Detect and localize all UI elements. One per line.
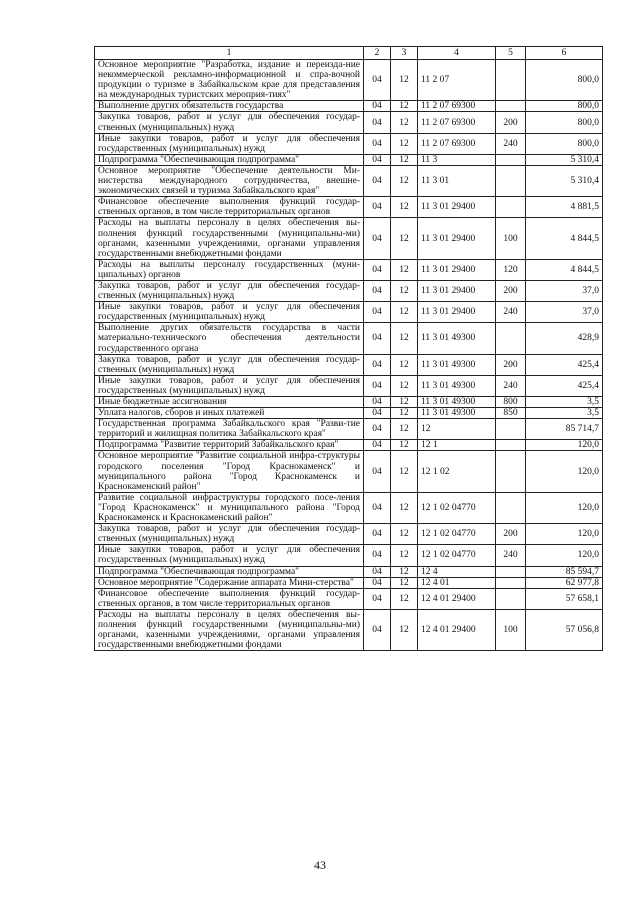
row-section-cell: 04	[364, 609, 391, 650]
row-expense-type-cell: 240	[496, 545, 526, 566]
table-row	[95, 354, 603, 375]
row-section-cell: 04	[364, 154, 391, 165]
table-row	[95, 545, 603, 566]
table-row	[95, 112, 603, 133]
row-target-article-cell: 12 4 01	[418, 577, 496, 588]
row-target-article-cell: 12 1 02 04770	[418, 524, 496, 545]
table-header-row	[95, 47, 603, 60]
row-amount-cell: 4 844,5	[526, 259, 603, 280]
row-subsection-cell: 12	[391, 408, 418, 419]
row-subsection-cell: 12	[391, 566, 418, 577]
row-section-cell: 04	[364, 101, 391, 112]
row-name-cell: Иные закупки товаров, работ и услуг для обеспечения государственных (муниципальных) нужд	[95, 545, 364, 566]
row-subsection-cell: 12	[391, 492, 418, 523]
row-expense-type-cell	[496, 323, 526, 354]
row-subsection-cell: 12	[391, 280, 418, 301]
row-amount-cell: 120,0	[526, 492, 603, 523]
row-target-article-cell: 11 3 01 29400	[418, 280, 496, 301]
row-name-cell: Уплата налогов, сборов и иных платежей	[95, 408, 364, 419]
row-name-cell: Иные бюджетные ассигнования	[95, 397, 364, 408]
row-target-article-cell: 11 3 01 49300	[418, 397, 496, 408]
table-body	[95, 60, 603, 651]
table-row	[95, 492, 603, 523]
row-name-cell: Закупка товаров, работ и услуг для обеспечения государ-ственных (муниципальных) нужд	[95, 280, 364, 301]
row-name-cell: Расходы на выплаты персоналу в целях обеспечения вы-полнения функций государственными (муниципальны-ми) органами, казенными учреждениями, органами управления государственными внебюджетными фондами	[95, 609, 364, 650]
row-amount-cell: 3,5	[526, 408, 603, 419]
table-row	[95, 154, 603, 165]
row-section-cell: 04	[364, 323, 391, 354]
table-row	[95, 609, 603, 650]
table-row	[95, 524, 603, 545]
row-expense-type-cell	[496, 197, 526, 218]
header-col-6: 6	[526, 47, 603, 60]
table-row	[95, 588, 603, 609]
row-name-cell: Развитие социальной инфраструктуры городского посе-ления "Город Краснокаменск" и муниципального района "Город Краснокаменск и Краснокаменский район"	[95, 492, 364, 523]
row-expense-type-cell	[496, 492, 526, 523]
row-subsection-cell: 12	[391, 60, 418, 101]
header-col-4: 4	[418, 47, 496, 60]
row-expense-type-cell: 240	[496, 302, 526, 323]
row-section-cell: 04	[364, 419, 391, 440]
row-section-cell: 04	[364, 259, 391, 280]
header-col-2: 2	[364, 47, 391, 60]
row-amount-cell: 425,4	[526, 354, 603, 375]
row-expense-type-cell	[496, 577, 526, 588]
row-name-cell: Подпрограмма "Обеспечивающая подпрограмма"	[95, 154, 364, 165]
row-target-article-cell: 12 4	[418, 566, 496, 577]
row-name-cell: Основное мероприятие "Развитие социальной инфра-структуры городского поселения "Город Краснокаменск" и муниципального района "Город Краснокаменск и Краснокаменский район"	[95, 451, 364, 492]
table-row	[95, 101, 603, 112]
row-expense-type-cell	[496, 419, 526, 440]
row-subsection-cell: 12	[391, 259, 418, 280]
row-amount-cell: 425,4	[526, 375, 603, 396]
table-row	[95, 440, 603, 451]
row-section-cell: 04	[364, 280, 391, 301]
row-expense-type-cell: 800	[496, 397, 526, 408]
row-name-cell: Основное мероприятие "Содержание аппарата Мини-стерства"	[95, 577, 364, 588]
row-subsection-cell: 12	[391, 609, 418, 650]
row-target-article-cell: 11 2 07 69300	[418, 101, 496, 112]
row-target-article-cell: 12 4 01 29400	[418, 609, 496, 650]
row-target-article-cell: 11 3 01 29400	[418, 197, 496, 218]
row-subsection-cell: 12	[391, 524, 418, 545]
row-target-article-cell: 11 2 07	[418, 60, 496, 101]
row-subsection-cell: 12	[391, 323, 418, 354]
row-target-article-cell: 12 4 01 29400	[418, 588, 496, 609]
table-row	[95, 259, 603, 280]
row-section-cell: 04	[364, 451, 391, 492]
row-name-cell: Расходы на выплаты персоналу в целях обеспечения вы-полнения функций государственными (муниципальны-ми) органами, казенными учреждениями, органами управления государственными внебюджетными фондами	[95, 218, 364, 259]
table-row	[95, 408, 603, 419]
row-name-cell: Закупка товаров, работ и услуг для обеспечения государ-ственных (муниципальных) нужд	[95, 354, 364, 375]
row-target-article-cell: 11 3 01	[418, 165, 496, 196]
row-name-cell: Финансовое обеспечение выполнения функций государ-ственных органов, в том числе территориальных органов	[95, 588, 364, 609]
table-row	[95, 60, 603, 101]
row-name-cell: Иные закупки товаров, работ и услуг для обеспечения государственных (муниципальных) нужд	[95, 302, 364, 323]
row-expense-type-cell	[496, 101, 526, 112]
table-row	[95, 566, 603, 577]
row-expense-type-cell: 240	[496, 133, 526, 154]
row-expense-type-cell: 100	[496, 218, 526, 259]
row-subsection-cell: 12	[391, 545, 418, 566]
row-name-cell: Выполнение других обязательств государства в части материально-технического обеспечения деятельности государственного органа	[95, 323, 364, 354]
budget-table	[94, 46, 603, 651]
row-amount-cell: 85 714,7	[526, 419, 603, 440]
row-expense-type-cell	[496, 154, 526, 165]
row-target-article-cell: 11 2 07 69300	[418, 133, 496, 154]
row-target-article-cell: 11 3 01 29400	[418, 218, 496, 259]
row-subsection-cell: 12	[391, 354, 418, 375]
row-amount-cell: 4 881,5	[526, 197, 603, 218]
row-amount-cell: 800,0	[526, 101, 603, 112]
row-name-cell: Подпрограмма "Развитие территорий Забайкальского края"	[95, 440, 364, 451]
table-row	[95, 451, 603, 492]
row-name-cell: Закупка товаров, работ и услуг для обеспечения государ-ственных (муниципальных) нужд	[95, 524, 364, 545]
row-section-cell: 04	[364, 524, 391, 545]
row-section-cell: 04	[364, 112, 391, 133]
row-expense-type-cell: 120	[496, 259, 526, 280]
row-expense-type-cell	[496, 451, 526, 492]
row-amount-cell: 37,0	[526, 280, 603, 301]
row-name-cell: Государственная программа Забайкальского края "Разви-тие территорий и жилищная политика Забайкальского края"	[95, 419, 364, 440]
row-amount-cell: 800,0	[526, 60, 603, 101]
row-name-cell: Подпрограмма "Обеспечивающая подпрограмма"	[95, 566, 364, 577]
row-subsection-cell: 12	[391, 588, 418, 609]
row-subsection-cell: 12	[391, 154, 418, 165]
row-section-cell: 04	[364, 588, 391, 609]
row-target-article-cell: 11 3 01 49300	[418, 354, 496, 375]
table-row	[95, 218, 603, 259]
row-subsection-cell: 12	[391, 101, 418, 112]
row-amount-cell: 37,0	[526, 302, 603, 323]
row-name-cell: Иные закупки товаров, работ и услуг для обеспечения государственных (муниципальных) нужд	[95, 133, 364, 154]
row-section-cell: 04	[364, 165, 391, 196]
table-row	[95, 375, 603, 396]
row-name-cell: Закупка товаров, работ и услуг для обеспечения государ-ственных (муниципальных) нужд	[95, 112, 364, 133]
row-amount-cell: 120,0	[526, 451, 603, 492]
header-col-5: 5	[496, 47, 526, 60]
row-section-cell: 04	[364, 440, 391, 451]
row-name-cell: Выполнение других обязательств государства	[95, 101, 364, 112]
table-row	[95, 419, 603, 440]
table-row	[95, 397, 603, 408]
row-amount-cell: 800,0	[526, 112, 603, 133]
table-row	[95, 577, 603, 588]
row-subsection-cell: 12	[391, 451, 418, 492]
row-amount-cell: 800,0	[526, 133, 603, 154]
row-section-cell: 04	[364, 545, 391, 566]
row-section-cell: 04	[364, 577, 391, 588]
row-amount-cell: 428,9	[526, 323, 603, 354]
row-subsection-cell: 12	[391, 165, 418, 196]
row-subsection-cell: 12	[391, 112, 418, 133]
table-row	[95, 197, 603, 218]
row-target-article-cell: 12 1 02	[418, 451, 496, 492]
row-amount-cell: 3,5	[526, 397, 603, 408]
row-name-cell: Финансовое обеспечение выполнения функций государ-ственных органов, в том числе территориальных органов	[95, 197, 364, 218]
row-target-article-cell: 11 3 01 49300	[418, 408, 496, 419]
row-section-cell: 04	[364, 302, 391, 323]
page-number: 43	[314, 858, 326, 872]
row-amount-cell: 120,0	[526, 440, 603, 451]
row-subsection-cell: 12	[391, 419, 418, 440]
row-expense-type-cell: 240	[496, 375, 526, 396]
row-name-cell: Основное мероприятие "Разработка, издание и переизда-ние некоммерческой рекламно-информационной и спра-вочной продукции о туризме в Забайкальском крае для представления на международных туристских мероприя-тиях"	[95, 60, 364, 101]
row-amount-cell: 57 056,8	[526, 609, 603, 650]
row-amount-cell: 120,0	[526, 524, 603, 545]
row-section-cell: 04	[364, 60, 391, 101]
row-amount-cell: 85 594,7	[526, 566, 603, 577]
row-amount-cell: 4 844,5	[526, 218, 603, 259]
row-expense-type-cell: 200	[496, 524, 526, 545]
row-subsection-cell: 12	[391, 397, 418, 408]
row-expense-type-cell	[496, 566, 526, 577]
row-amount-cell: 120,0	[526, 545, 603, 566]
row-section-cell: 04	[364, 218, 391, 259]
row-target-article-cell: 11 3 01 29400	[418, 302, 496, 323]
row-expense-type-cell	[496, 588, 526, 609]
row-expense-type-cell: 100	[496, 609, 526, 650]
row-section-cell: 04	[364, 397, 391, 408]
row-subsection-cell: 12	[391, 577, 418, 588]
row-section-cell: 04	[364, 375, 391, 396]
row-target-article-cell: 11 3 01 49300	[418, 375, 496, 396]
row-expense-type-cell: 850	[496, 408, 526, 419]
header-col-1: 1	[95, 47, 364, 60]
table-row	[95, 280, 603, 301]
row-amount-cell: 57 658,1	[526, 588, 603, 609]
table-row	[95, 133, 603, 154]
row-section-cell: 04	[364, 408, 391, 419]
row-target-article-cell: 11 3 01 29400	[418, 259, 496, 280]
row-amount-cell: 5 310,4	[526, 154, 603, 165]
row-subsection-cell: 12	[391, 197, 418, 218]
row-expense-type-cell	[496, 60, 526, 101]
row-subsection-cell: 12	[391, 133, 418, 154]
row-name-cell: Расходы на выплаты персоналу государственных (муни-ципальных) органов	[95, 259, 364, 280]
row-section-cell: 04	[364, 197, 391, 218]
row-amount-cell: 62 977,8	[526, 577, 603, 588]
row-expense-type-cell: 200	[496, 112, 526, 133]
row-target-article-cell: 11 2 07 69300	[418, 112, 496, 133]
row-target-article-cell: 12 1 02 04770	[418, 545, 496, 566]
row-target-article-cell: 11 3	[418, 154, 496, 165]
row-target-article-cell: 12 1	[418, 440, 496, 451]
row-section-cell: 04	[364, 566, 391, 577]
row-target-article-cell: 12 1 02 04770	[418, 492, 496, 523]
table-row	[95, 302, 603, 323]
row-amount-cell: 5 310,4	[526, 165, 603, 196]
row-section-cell: 04	[364, 133, 391, 154]
table-row	[95, 165, 603, 196]
table-row	[95, 323, 603, 354]
row-expense-type-cell	[496, 440, 526, 451]
row-name-cell: Основное мероприятие "Обеспечение деятельности Ми-нистерства международного сотрудничества, внешне-экономических связей и туризма Забайкальского края"	[95, 165, 364, 196]
row-target-article-cell: 12	[418, 419, 496, 440]
row-subsection-cell: 12	[391, 440, 418, 451]
row-name-cell: Иные закупки товаров, работ и услуг для обеспечения государственных (муниципальных) нужд	[95, 375, 364, 396]
row-section-cell: 04	[364, 492, 391, 523]
row-subsection-cell: 12	[391, 302, 418, 323]
row-expense-type-cell: 200	[496, 280, 526, 301]
row-target-article-cell: 11 3 01 49300	[418, 323, 496, 354]
header-col-3: 3	[391, 47, 418, 60]
row-section-cell: 04	[364, 354, 391, 375]
row-expense-type-cell: 200	[496, 354, 526, 375]
row-expense-type-cell	[496, 165, 526, 196]
row-subsection-cell: 12	[391, 218, 418, 259]
row-subsection-cell: 12	[391, 375, 418, 396]
